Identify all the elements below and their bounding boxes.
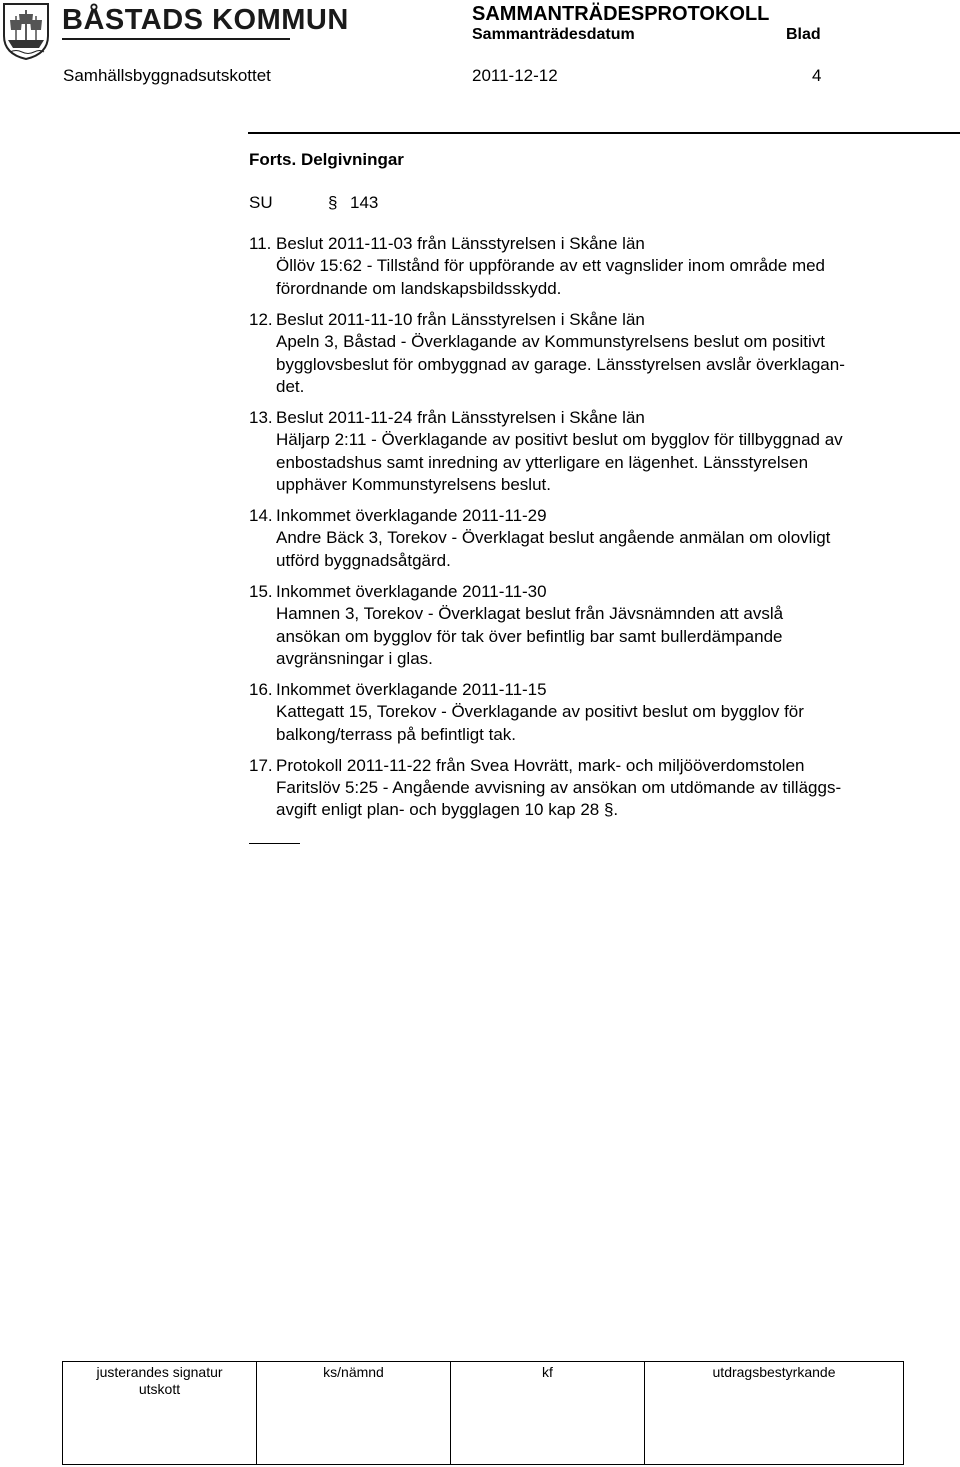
header-divider [248, 132, 960, 134]
item-number: 15. [249, 581, 273, 601]
meeting-date: 2011-12-12 [472, 66, 558, 85]
item-line: Beslut 2011-11-03 från Länsstyrelsen i Skåne län [276, 234, 645, 253]
signature-cell-kf [451, 1362, 645, 1464]
list-item [249, 679, 899, 746]
item-line: Andre Bäck 3, Torekov - Överklagat beslut angående anmälan om olovligt [276, 528, 831, 548]
signature-cell-justerandes [63, 1362, 257, 1464]
item-line: avgränsningar i glas. [276, 648, 433, 668]
signature-label: utdragsbestyrkande [712, 1364, 836, 1380]
su-label: SU [249, 193, 273, 212]
list-item [249, 309, 899, 399]
signature-label: kf [542, 1364, 553, 1380]
item-line: Faritslöv 5:25 - Angående avvisning av ansökan om utdömande av tilläggs- [276, 777, 842, 797]
committee-name: Samhällsbyggnadsutskottet [63, 66, 271, 85]
item-line: upphäver Kommunstyrelsens beslut. [276, 475, 551, 495]
signature-cell-utdragsbestyrkande [645, 1362, 903, 1464]
section-sign: § [328, 193, 338, 212]
item-line: Hamnen 3, Torekov - Överklagat beslut från Jävsnämnden att avslå [276, 604, 784, 624]
municipality-name: BÅSTADS KOMMUN [62, 4, 349, 36]
item-line: enbostadshus samt inredning av ytterligare en lägenhet. Länsstyrelsen [276, 452, 809, 472]
item-text [276, 505, 899, 572]
signature-label: ks/nämnd [323, 1364, 384, 1380]
list-item [249, 581, 899, 671]
list-item [249, 505, 899, 572]
item-line: Protokoll 2011-11-22 från Svea Hovrätt, mark- och miljööverdomstolen [276, 755, 805, 775]
item-line: Inkommet överklagande 2011-11-29 [276, 505, 547, 525]
item-line: utförd byggnadsåtgärd. [276, 550, 451, 570]
item-line: det. [276, 376, 305, 396]
meeting-date-label: Sammanträdesdatum [472, 26, 635, 43]
item-line: bygglovsbeslut för ombyggnad av garage. Länsstyrelsen avslår överklagan- [276, 354, 845, 374]
item-text [276, 755, 899, 822]
coat-of-arms-ship-logo [2, 2, 50, 60]
item-text [276, 309, 899, 399]
item-number: 14. [249, 505, 273, 525]
item-number: 17. [249, 755, 273, 775]
notification-list [249, 233, 899, 830]
item-line: avgift enligt plan- och bygglagen 10 kap 28 §. [276, 800, 619, 820]
item-text [276, 407, 899, 497]
signature-label: utskott [138, 1381, 181, 1397]
item-text [276, 233, 899, 300]
item-text [276, 679, 899, 746]
item-number: 16. [249, 679, 273, 699]
item-line: Beslut 2011-11-24 från Länsstyrelsen i Skåne län [276, 407, 645, 427]
item-number: 11. [249, 234, 272, 253]
signature-label: justerandes signatur [96, 1364, 223, 1380]
item-line: ansökan om bygglov för tak över befintlig bar samt bullerdämpande [276, 626, 783, 646]
item-line: Kattegatt 15, Torekov - Överklagande av positivt beslut om bygglov för [276, 702, 804, 722]
signature-cell-ks-namnd [257, 1362, 451, 1464]
su-section-number: 143 [350, 193, 379, 212]
item-number: 12. [249, 309, 273, 329]
item-line: balkong/terrass på befintligt tak. [276, 724, 517, 744]
item-line: förordnande om landskapsbildsskydd. [276, 278, 562, 298]
signature-table [62, 1361, 904, 1465]
page-label: Blad [786, 26, 821, 43]
municipality-name-underline [62, 38, 290, 40]
item-text [276, 581, 899, 671]
list-item [249, 233, 899, 300]
list-item [249, 407, 899, 497]
section-title: Forts. Delgivningar [249, 150, 404, 169]
item-line: Apeln 3, Båstad - Överklagande av Kommunstyrelsens beslut om positivt [276, 332, 825, 352]
list-item [249, 755, 899, 822]
item-line: Öllöv 15:62 - Tillstånd för uppförande av ett vagnslider inom område med [276, 256, 826, 276]
item-line: Inkommet överklagande 2011-11-30 [276, 581, 547, 601]
page-number: 4 [812, 66, 822, 85]
item-line: Inkommet överklagande 2011-11-15 [276, 679, 547, 699]
end-of-section-rule [249, 843, 300, 844]
item-line: Beslut 2011-11-10 från Länsstyrelsen i Skåne län [276, 309, 645, 329]
document-type-title: SAMMANTRÄDESPROTOKOLL [472, 3, 770, 25]
item-number: 13. [249, 407, 273, 427]
item-line: Häljarp 2:11 - Överklagande av positivt beslut om bygglov för tillbyggnad av [276, 430, 843, 450]
